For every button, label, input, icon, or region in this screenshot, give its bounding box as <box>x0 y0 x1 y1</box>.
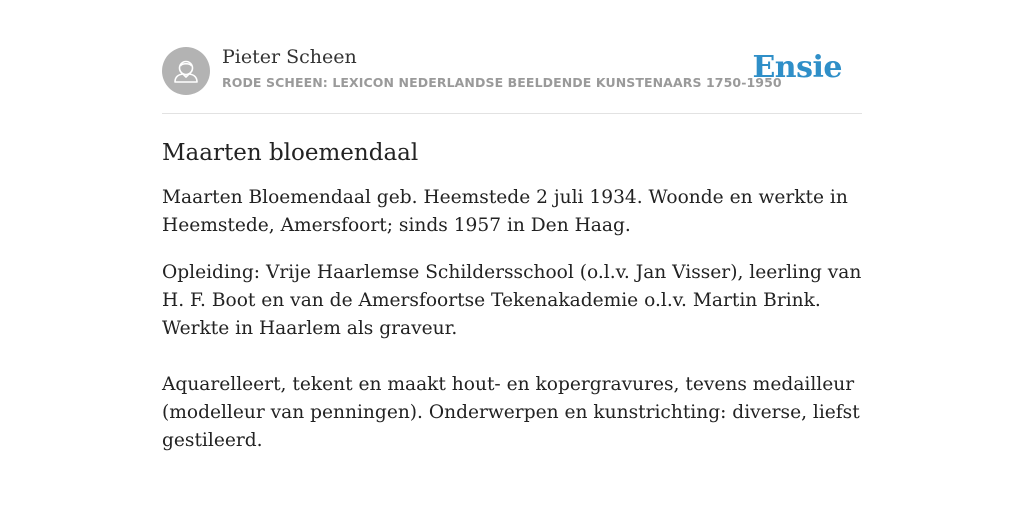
source-title[interactable]: RODE SCHEEN: LEXICON NEDERLANDSE BEELDENDE KUNSTENAARS 1750-1950 <box>222 75 782 90</box>
avatar[interactable] <box>162 47 210 95</box>
user-avatar-icon <box>162 47 210 95</box>
article-paragraph: Maarten Bloemendaal geb. Heemstede 2 juli 1934. Woonde en werkte in Heemstede, Amersfoort; sinds 1957 in Den Haag. <box>162 187 848 236</box>
ensie-logo[interactable]: Ensie <box>752 50 842 85</box>
article-title: Maarten bloemendaal <box>162 140 419 166</box>
article <box>162 136 862 455</box>
article-paragraph: Opleiding: Vrije Haarlemse Schildersschool (o.l.v. Jan Visser), leerling van H. F. Boot en van de Amersfoortse Tekenakademie o.l.v. Martin Brink. Werkte in Haarlem als graveur. <box>162 262 862 339</box>
article-paragraph: Aquarelleert, tekent en maakt hout- en kopergravures, tevens medailleur (modelleur van penningen). Onderwerpen en kunstrichting: diverse, liefst gestileerd. <box>162 374 860 451</box>
paragraph-spacer <box>162 362 862 371</box>
header <box>162 46 862 96</box>
header-divider <box>162 113 862 114</box>
author-name[interactable]: Pieter Scheen <box>222 46 357 68</box>
